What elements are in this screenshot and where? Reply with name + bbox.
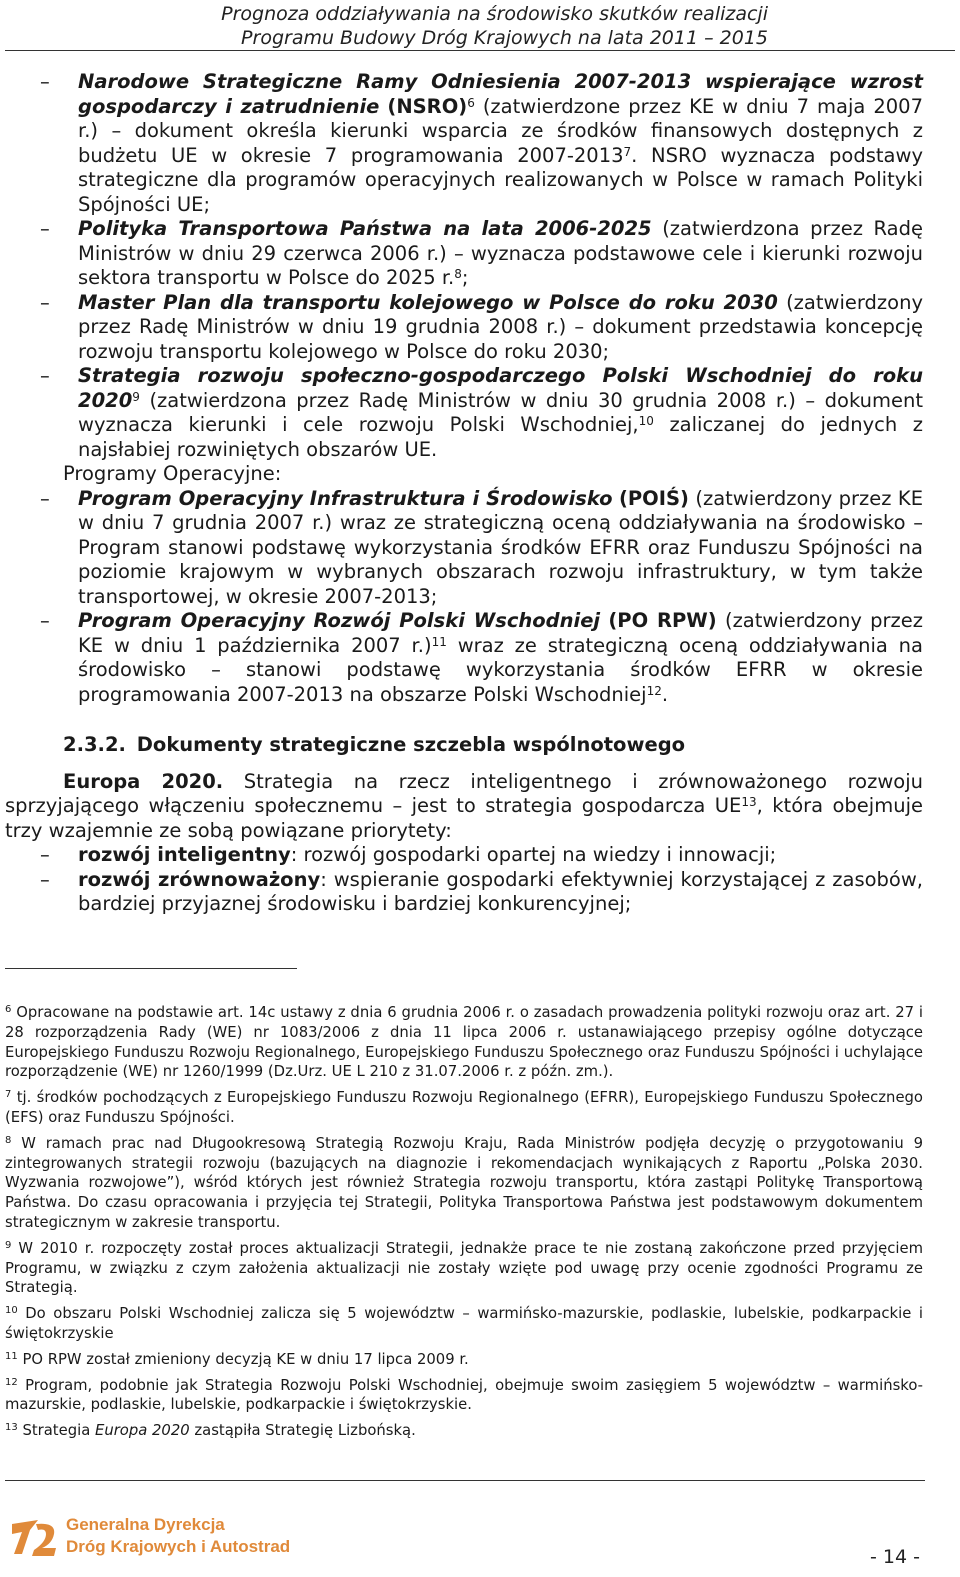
footnote (5, 1003, 923, 1082)
document-abbr: (NSRO) (387, 94, 468, 118)
footnote-number: 6 (5, 1004, 12, 1015)
list-item-polityka-transportowa (5, 217, 923, 291)
document-title: Master Plan dla transportu kolejowego w Polsce do roku 2030 (78, 290, 778, 314)
list-item-po-rpw (5, 609, 923, 707)
footnote-text: Program, podobnie jak Strategia Rozwoju Polski Wschodniej, obejmuje swoim zasięgiem 5 województw – warmińsko-mazurskie, podlaskie, lubelskie, podkarpackie i świętokrzyskie. (5, 1376, 923, 1414)
item-text: (zatwierdzony przez Radę Ministrów w dniu 19 grudnia 2008 r.) – dokument przedstawia koncepcję rozwoju transportu kolejowego w Polsce do roku 2030; (78, 290, 923, 363)
footnote (5, 1304, 923, 1344)
footnotes (5, 1003, 923, 1447)
item-text: ; (461, 266, 469, 289)
bullet-dash: – (40, 867, 50, 891)
item-text: (zatwierdzona przez Radę Ministrów w dniu 29 czerwca 2006 r.) – wyznacza podstawowe cele i kierunki rozwoju sektora transportu w Polsce do 2025 r. (78, 217, 923, 289)
footnote-text: Opracowane na podstawie art. 14c ustawy z dnia 6 grudnia 2006 r. o zasadach prowadzenia polityki rozwoju oraz art. 27 i 28 rozporządzenia Rady (WE) nr 1083/2006 z dnia 11 lipca 2006 r. ustanawiającego przepisy ogólne dotyczące Europejskiego Funduszu Rozwoju Regionalnego, Europejskiego Funduszu Społecznego oraz Funduszu Spójności i uchylające rozporządzenie (WE) nr 1260/1999 (Dz.Urz. UE L 210 z 31.07.2006 r. z późn. zm.). (5, 1004, 923, 1081)
item-text: (zatwierdzona przez Radę Ministrów w dniu 30 grudnia 2008 r.) – dokument wyznacza kierunki i cele rozwoju Polski Wschodniej, (78, 388, 924, 436)
footnote-text: Strategia (22, 1422, 95, 1440)
bullet-dash: – (40, 364, 50, 387)
footnote-ref[interactable]: 10 (638, 414, 654, 428)
header-divider (5, 50, 955, 51)
footnote-ref[interactable]: 7 (623, 144, 632, 159)
logo-line-1: Generalna Dyrekcja (66, 1515, 225, 1534)
bullet-dash: – (40, 843, 50, 866)
bullet-dash: – (40, 486, 50, 510)
item-text: (zatwierdzony przez KE w dniu 7 grudnia 2007 r.) wraz ze strategiczną oceną oddziaływania na środowisko – Program stanowi podstawę wykorzystania środków EFRR oraz Funduszu Spójności na poziomie krajowym w wybranych obszarach rozwoju infrastruktury, w tym także transportowej, w okresie 2007-2013; (78, 486, 924, 608)
footnote-text: Do obszaru Polski Wschodniej zalicza się 5 województw – warmińsko-mazurskie, podlaskie, lubelskie, podkarpackie i świętokrzyskie (5, 1305, 923, 1342)
footnote-ref[interactable]: 6 (467, 95, 475, 110)
programs-label: Programy Operacyjne: (63, 462, 282, 485)
logo-line-2: Dróg Krajowych i Autostrad (66, 1537, 291, 1556)
footnote-divider (5, 968, 297, 969)
footnote-number: 10 (5, 1305, 18, 1317)
bullet-dash: – (40, 217, 50, 240)
header-title-line-2: Programu Budowy Dróg Krajowych na lata 2011 – 2015 (241, 27, 768, 49)
footnote-ref[interactable]: 13 (741, 795, 757, 809)
list-item-master-plan (5, 291, 923, 365)
footnote (5, 1239, 923, 1298)
item-text: (zatwierdzony przez KE w dniu 1 października 2007 r.) (78, 609, 923, 657)
priority-name: rozwój zrównoważony (78, 867, 321, 891)
paragraph-text: , która obejmuje trzy wzajemnie ze sobą powiązane priorytety: (5, 794, 923, 842)
list-item-pois (5, 487, 923, 610)
footnote-number: 11 (5, 1350, 18, 1362)
europa-2020-paragraph (5, 770, 923, 844)
footnote-text: zastąpiła Strategię Lizbońską. (189, 1422, 416, 1440)
footnote-ref[interactable]: 9 (132, 389, 140, 404)
footnote (5, 1350, 923, 1370)
footnote-text: W 2010 r. rozpoczęty został proces aktualizacji Strategii, jednakże prace te nie zostaną zakończone przed przyjęciem Programu, w związku z czym założenia aktualizacji nie zostały wzięte pod uwagę przy ocenie zgodności Programu ze Strategią. (5, 1239, 923, 1297)
section-number: 2.3.2. (63, 733, 126, 756)
footnote (5, 1376, 923, 1416)
header-title-line-1: Prognoza oddziaływania na środowisko skutków realizacji (221, 3, 768, 25)
footnote-text: PO RPW został zmieniony decyzją KE w dniu 17 lipca 2009 r. (22, 1350, 469, 1368)
paragraph-lead: Europa 2020. (63, 769, 224, 793)
footnote-ref[interactable]: 11 (431, 634, 447, 649)
main-content (5, 70, 923, 917)
footnote-text: tj. środków pochodzących z Europejskiego Funduszu Rozwoju Regionalnego (EFRR), Europejskiego Funduszu Społecznego (EFS) oraz Funduszu Spójności. (5, 1089, 923, 1126)
footnote-ref[interactable]: 12 (646, 683, 662, 698)
page-header (0, 0, 960, 50)
item-text: wraz ze strategiczną oceną oddziaływania na środowisko – stanowi podstawę wykorzystania środków EFRR w okresie programowania 2007-2013 na obszarze Polski Wschodniej (78, 633, 923, 706)
footnote (5, 1421, 923, 1441)
footnote (5, 1088, 923, 1128)
item-text: . NSRO wyznacza podstawy strategiczne dla programów operacyjnych realizowanych w Polsce w ramach Polityki Spójności UE; (78, 143, 923, 216)
footer-divider (5, 1480, 925, 1481)
footnote-text: W ramach prac nad Długookresową Strategią Rozwoju Kraju, Rada Ministrów podjęła decyzję o przygotowaniu 9 zintegrowanych strategii rozwoju (bazujących na diagnozie i rekomendacjach wynikających z Raportu „Polska 2030. Wyzwania rozwojowe”), wśród których jest również Strategia rozwoju transportu, która zastąpi Politykę Transportową Państwa. Do czasu opracowania i przyjęcia tej Strategii, Polityka Transportowa Państwa jest podstawowym dokumentem strategicznym w zakresie transportu. (5, 1134, 923, 1231)
list-item-nsro (5, 70, 923, 217)
priority-name: rozwój inteligentny (78, 843, 291, 866)
bullet-dash: – (40, 290, 50, 314)
document-abbr: (POIŚ) (618, 486, 689, 510)
bullet-dash: – (40, 609, 50, 632)
document-title: Polityka Transportowa Państwa na lata 2006-2025 (78, 217, 652, 240)
gddkia-logo-icon (8, 1514, 60, 1560)
list-item-priority-2 (5, 868, 923, 917)
document-abbr: (PO RPW) (608, 609, 717, 632)
document-title: Program Operacyjny Infrastruktura i Środowisko (78, 486, 613, 510)
item-text: (zatwierdzone przez KE w dniu 7 maja 2007 r.) – dokument określa kierunki wsparcia ze środków finansowych dostępnych z budżetu UE w okresie 7 programowania 2007-2013 (78, 94, 923, 167)
priority-text: : rozwój gospodarki opartej na wiedzy i innowacji; (290, 843, 777, 866)
gddkia-logo (8, 1514, 308, 1564)
footnote-number: 8 (5, 1134, 12, 1146)
list-item-strategia-polski-wschodniej (5, 364, 923, 462)
paragraph-text: Strategia na rzecz inteligentnego i zrównoważonego rozwoju sprzyjającego włączeniu społecznemu – jest to strategia gospodarcza UE (5, 769, 923, 817)
bullet-dash: – (40, 70, 50, 93)
item-text: zaliczanej do jednych z najsłabiej rozwiniętych obszarów UE. (78, 413, 923, 461)
logo-text (66, 1514, 290, 1558)
footnote-number: 12 (5, 1376, 18, 1388)
section-title: Dokumenty strategiczne szczebla wspólnotowego (136, 733, 686, 756)
page-number: - 14 - (870, 1546, 920, 1568)
section-heading (5, 733, 923, 758)
document-title: Program Operacyjny Rozwój Polski Wschodniej (78, 609, 601, 632)
document-title: Strategia rozwoju społeczno-gospodarczego Polski Wschodniej do roku 2020 (78, 364, 923, 412)
footnote-number: 9 (5, 1239, 12, 1251)
footnote-number: 7 (5, 1089, 12, 1101)
item-text: . (661, 682, 669, 706)
footnote-number: 13 (5, 1422, 18, 1434)
footnote-italic-text: Europa 2020 (94, 1422, 190, 1440)
footnote (5, 1134, 923, 1233)
list-item-priority-1 (5, 843, 923, 868)
priority-text: : wspieranie gospodarki efektywniej korzystającej z zasobów, bardziej przyjaznej środowisku i bardziej konkurencyjnej; (78, 867, 923, 915)
footnote-ref[interactable]: 8 (454, 267, 462, 281)
document-title: Narodowe Strategiczne Ramy Odniesienia 2007-2013 wspierające wzrost gospodarczy i zatrudnienie (78, 70, 923, 118)
